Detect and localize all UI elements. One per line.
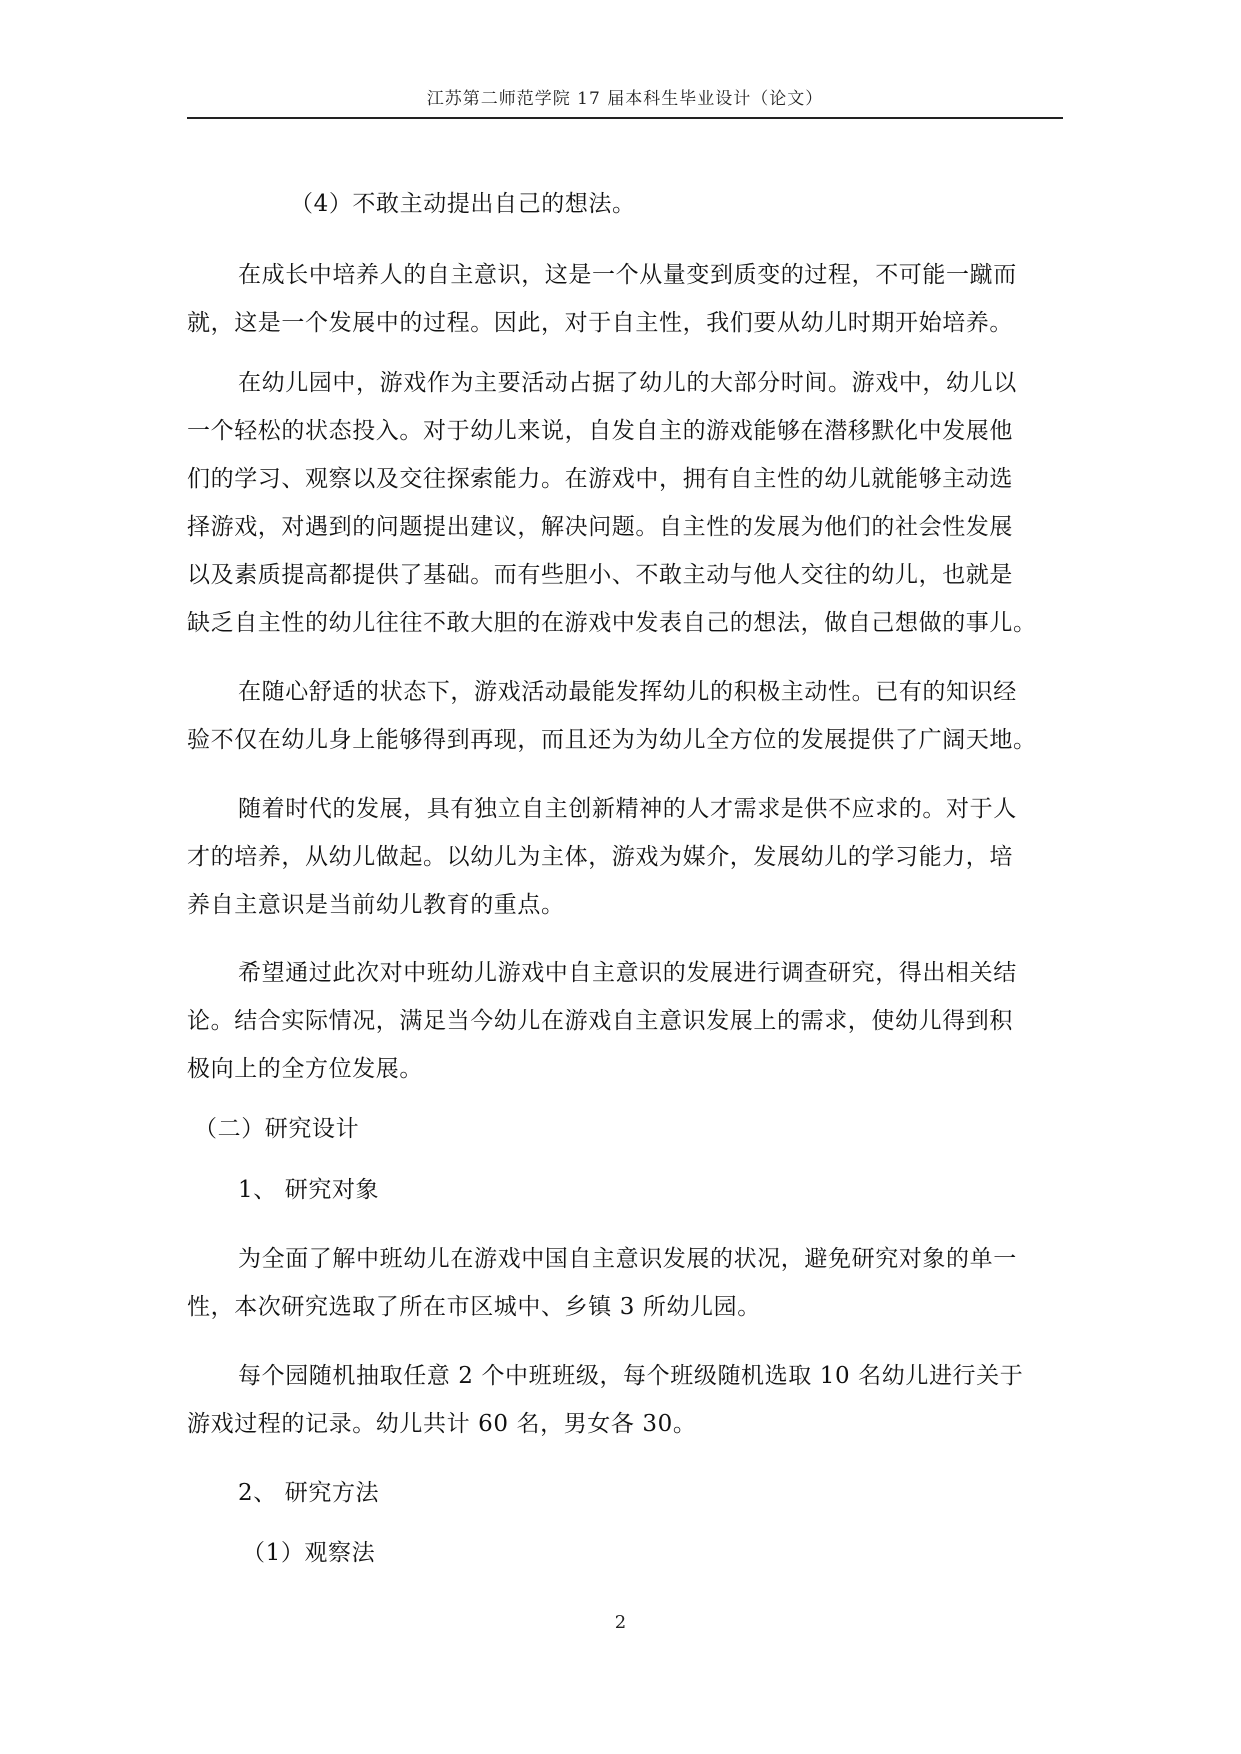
section-heading: （二）研究设计 xyxy=(194,1116,360,1142)
paragraph-5-line-1: 希望通过此次对中班幼儿游戏中自主意识的发展进行调查研究，得出相关结 xyxy=(238,960,1017,986)
method-heading-1: （1）观察法 xyxy=(242,1540,376,1566)
paragraph-3-line-2: 验不仅在幼儿身上能够得到再现，而且还为为幼儿全方位的发展提供了广阔天地。 xyxy=(187,727,1037,753)
paragraph-7-line-2: 游戏过程的记录。幼儿共计 60 名，男女各 30。 xyxy=(187,1411,697,1437)
paragraph-2-line-3: 们的学习、观察以及交往探索能力。在游戏中，拥有自主性的幼儿就能够主动选 xyxy=(187,466,1013,492)
list-item-4: （4）不敢主动提出自己的想法。 xyxy=(290,191,636,217)
paragraph-2-line-1: 在幼儿园中，游戏作为主要活动占据了幼儿的大部分时间。游戏中，幼儿以 xyxy=(238,370,1017,396)
subsection-heading-1: 1、 研究对象 xyxy=(238,1177,380,1203)
page-number: 2 xyxy=(614,1612,627,1633)
paragraph-2-line-4: 择游戏，对遇到的问题提出建议，解决问题。自主性的发展为他们的社会性发展 xyxy=(187,514,1013,540)
paragraph-4-line-2: 才的培养，从幼儿做起。以幼儿为主体，游戏为媒介，发展幼儿的学习能力，培 xyxy=(187,844,1013,870)
paragraph-1-line-2: 就，这是一个发展中的过程。因此，对于自主性，我们要从幼儿时期开始培养。 xyxy=(187,310,1013,336)
paragraph-6-line-1: 为全面了解中班幼儿在游戏中国自主意识发展的状况，避免研究对象的单一 xyxy=(238,1246,1017,1272)
paragraph-3-line-1: 在随心舒适的状态下，游戏活动最能发挥幼儿的积极主动性。已有的知识经 xyxy=(238,679,1017,705)
paragraph-5-line-2: 论。结合实际情况，满足当今幼儿在游戏自主意识发展上的需求，使幼儿得到积 xyxy=(187,1008,1013,1034)
paragraph-2-line-2: 一个轻松的状态投入。对于幼儿来说，自发自主的游戏能够在潜移默化中发展他 xyxy=(187,418,1013,444)
header-rule xyxy=(187,117,1063,119)
paragraph-4-line-3: 养自主意识是当前幼儿教育的重点。 xyxy=(187,892,565,918)
paragraph-2-line-5: 以及素质提高都提供了基础。而有些胆小、不敢主动与他人交往的幼儿，也就是 xyxy=(187,562,1013,588)
paragraph-5-line-3: 极向上的全方位发展。 xyxy=(187,1056,423,1082)
paragraph-7-line-1: 每个园随机抽取任意 2 个中班班级，每个班级随机选取 10 名幼儿进行关于 xyxy=(238,1363,1024,1389)
document-header: 江苏第二师范学院 17 届本科生毕业设计（论文） xyxy=(426,89,824,109)
paragraph-1-line-1: 在成长中培养人的自主意识，这是一个从量变到质变的过程，不可能一蹴而 xyxy=(238,262,1017,288)
paragraph-6-line-2: 性，本次研究选取了所在市区城中、乡镇 3 所幼儿园。 xyxy=(187,1294,761,1320)
subsection-heading-2: 2、 研究方法 xyxy=(238,1480,380,1506)
paragraph-4-line-1: 随着时代的发展，具有独立自主创新精神的人才需求是供不应求的。对于人 xyxy=(238,796,1017,822)
paragraph-2-line-6: 缺乏自主性的幼儿往往不敢大胆的在游戏中发表自己的想法，做自己想做的事儿。 xyxy=(187,610,1037,636)
